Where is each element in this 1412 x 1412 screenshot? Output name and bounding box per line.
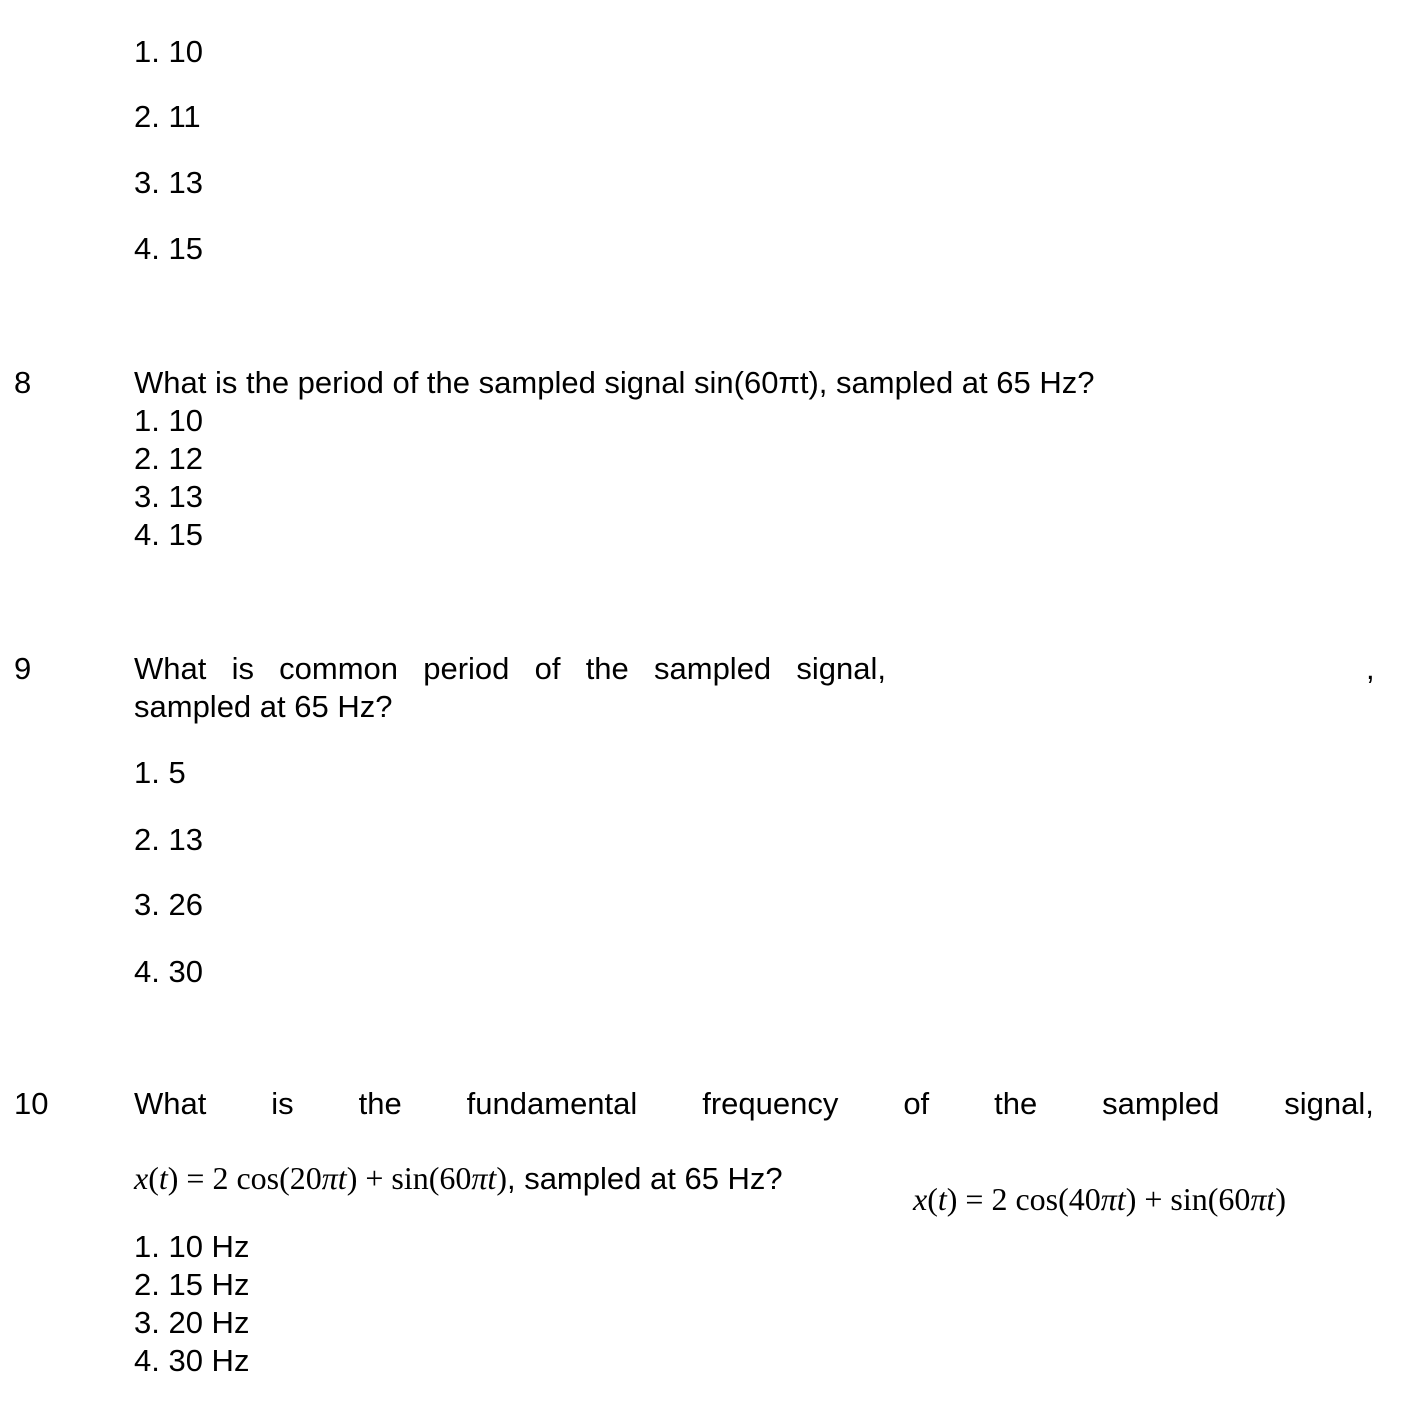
word: is — [231, 651, 254, 686]
question-number: 9 — [14, 651, 32, 686]
word: the — [358, 1086, 402, 1121]
list-item: 3. 20 Hz — [134, 1305, 250, 1340]
list-item: 4. 30 — [134, 954, 203, 989]
list-item: 2. 13 — [134, 822, 203, 857]
word: fundamental — [466, 1086, 638, 1121]
question-tail: , sampled at 65 Hz? — [506, 1161, 783, 1196]
question-text-line2: sampled at 65 Hz? — [134, 689, 393, 724]
question-text: What is the period of the sampled signal sin(60πt), sampled at 65 Hz? — [134, 365, 1095, 400]
word: sampled — [1102, 1086, 1220, 1121]
list-item: 4. 30 Hz — [134, 1343, 250, 1378]
list-item: 3. 13 — [134, 165, 203, 200]
question-text-line1 — [134, 653, 886, 684]
word: signal, — [796, 651, 886, 686]
word: of — [534, 651, 561, 686]
word: signal, — [1284, 1086, 1374, 1121]
word: frequency — [702, 1086, 839, 1121]
list-item: 2. 12 — [134, 441, 203, 476]
list-item: 3. 13 — [134, 479, 203, 514]
question-number: 8 — [14, 365, 32, 400]
formula-inline: x(t) = 2 cos(20πt) + sin(60πt) — [134, 1160, 507, 1196]
list-item: 2. 15 Hz — [134, 1267, 250, 1302]
list-item: 4. 15 — [134, 231, 203, 266]
question-text-line2 — [134, 1162, 783, 1194]
trailing-comma: , — [1366, 651, 1375, 686]
word: of — [903, 1086, 930, 1121]
list-item: 1. 10 — [134, 34, 203, 69]
word: What — [134, 1086, 207, 1121]
question-text-line1 — [134, 1088, 1374, 1119]
word: is — [271, 1086, 294, 1121]
list-item: 2. 11 — [134, 99, 201, 134]
word: period — [423, 651, 510, 686]
list-item: 1. 10 Hz — [134, 1229, 250, 1264]
list-item: 1. 5 — [134, 755, 186, 790]
word: the — [585, 651, 629, 686]
formula-side: x(t) = 2 cos(40πt) + sin(60πt) — [913, 1181, 1286, 1217]
question-number: 10 — [14, 1086, 49, 1121]
list-item: 3. 26 — [134, 887, 203, 922]
list-item: 4. 15 — [134, 517, 203, 552]
word: the — [994, 1086, 1038, 1121]
word: What — [134, 651, 207, 686]
word: sampled — [654, 651, 772, 686]
word: common — [279, 651, 399, 686]
list-item: 1. 10 — [134, 403, 203, 438]
